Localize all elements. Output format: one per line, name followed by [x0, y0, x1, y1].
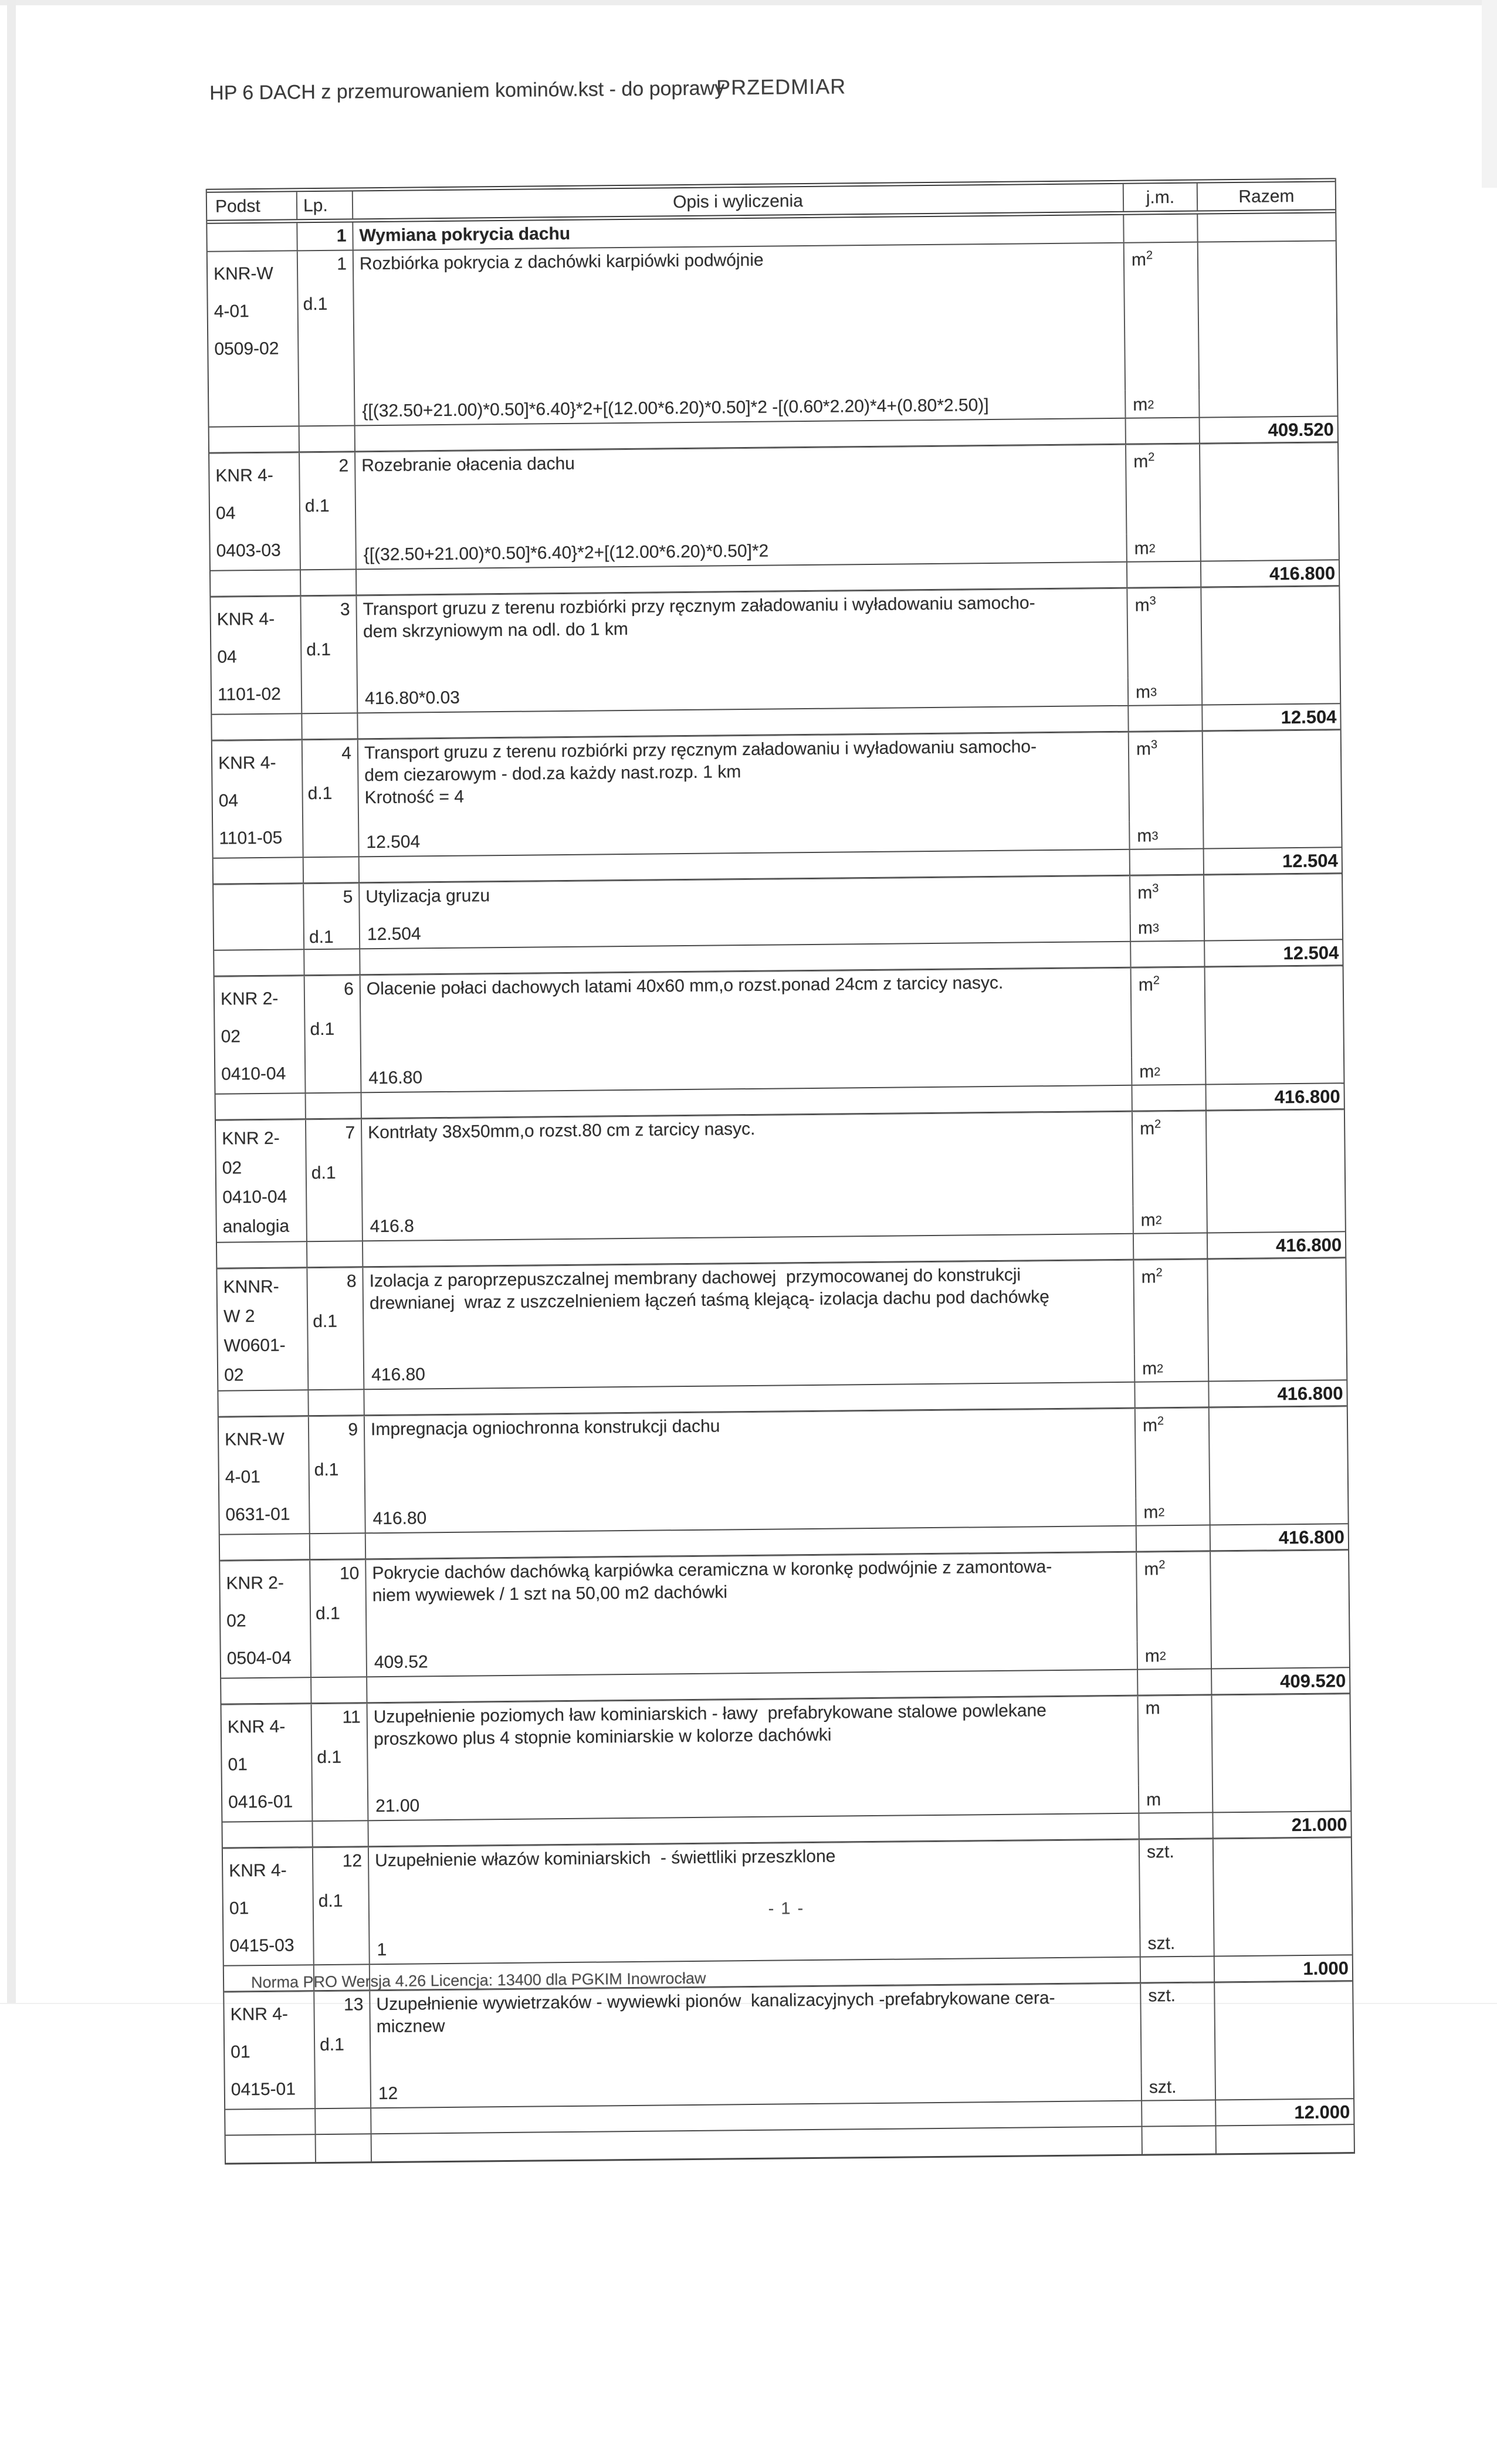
section-ref: d.1	[309, 927, 334, 947]
table-body	[208, 241, 1354, 2135]
software-footer: Norma PRO Wersja 4.26 Licencja: 13400 dla PGKIM Inowrocław	[250, 1969, 706, 1992]
total-strip-cell	[309, 1390, 364, 1415]
section-ref: d.1	[306, 639, 331, 660]
table-row	[215, 966, 1344, 1120]
calculation-cell: 409.52	[367, 1642, 1138, 1677]
unit-cell-top: $m^3$	[1129, 732, 1204, 822]
col-header-opis: Opis i wyliczenia	[353, 184, 1124, 219]
section-ref: d.1	[304, 496, 330, 516]
item-number: 11	[342, 1707, 361, 1727]
basis-code-cell: KNR-W 4-01 0509-02	[208, 251, 300, 426]
total-strip-cell	[1138, 1669, 1212, 1694]
total-strip-cell	[211, 570, 301, 595]
unit-cell-bottom: m	[1139, 1785, 1213, 1812]
section-ref: d.1	[319, 2035, 344, 2055]
tail-cell	[1217, 2125, 1354, 2153]
unit-cell-bottom: m 2	[1132, 1057, 1206, 1085]
section-ref: d.1	[314, 1460, 339, 1480]
section-jm-empty	[1124, 215, 1198, 242]
item-number: 7	[345, 1123, 355, 1143]
calculation-cell: {[(32.50+21.00)*0.50]*6.40}*2+[(12.00*6.20)*0.50]*2 -[(0.60*2.20)*4+(0.80*2.50)]	[355, 391, 1126, 425]
description-cell: Uzupełnienie poziomych ław kominiarskich - ławy prefabrykowane stalowe powlekane proszkowo plus 4 stopnie kominiarskie w kolorze dachówki	[368, 1697, 1139, 1793]
calculation-cell: 416.80*0.03	[358, 678, 1129, 713]
item-number: 5	[343, 887, 353, 907]
section-ref: d.1	[313, 1311, 338, 1332]
total-value: 416.800	[1274, 1086, 1340, 1108]
unit-cell-top: $m^2$	[1125, 243, 1200, 391]
section-ref: d.1	[318, 1891, 343, 1911]
basis-code-cell: KNR 2- 02 0504-04	[220, 1561, 311, 1677]
total-strip-cell	[311, 1677, 367, 1703]
calculation-cell: 416.80	[364, 1355, 1135, 1389]
total-strip-cell	[1141, 1957, 1215, 1982]
document-title	[209, 74, 846, 104]
description-cell: Utylizacja gruzu	[360, 876, 1131, 922]
section-ref: d.1	[307, 783, 333, 804]
description-cell: Uzupełnienie wywietrzaków - wywiewki pionów kanalizacyjnych -prefabrykowane cera- micznew	[370, 1984, 1142, 2081]
razem-empty-cell	[1201, 587, 1340, 704]
table-row	[212, 730, 1342, 884]
total-value: 12.504	[1283, 942, 1339, 964]
description-cell: Olacenie połaci dachowych latami 40x60 mm,o rozst.ponad 24cm z tarcicy nasyc.	[361, 969, 1132, 1065]
razem-empty-cell	[1198, 241, 1337, 417]
item-number-cell	[309, 1416, 366, 1533]
total-value: 21.000	[1291, 1814, 1347, 1836]
total-strip-cell	[307, 1241, 363, 1267]
razem-empty-cell	[1212, 1694, 1350, 1812]
item-number-cell	[298, 251, 355, 425]
unit-cell-top: $m^2$	[1132, 968, 1206, 1058]
total-strip-cell	[217, 1242, 307, 1267]
total-strip-cell	[1142, 2100, 1216, 2125]
unit-cell-bottom: m 2	[1126, 390, 1200, 418]
section-number: 1	[297, 222, 353, 250]
description-cell: Kontrłaty 38x50mm,o rozst.80 cm z tarcicy nasyc.	[362, 1112, 1133, 1214]
total-strip-cell	[1131, 942, 1205, 967]
total-strip-cell	[221, 1678, 311, 1703]
table-row	[220, 1550, 1349, 1704]
page-number: - 1 -	[768, 1899, 805, 1918]
razem-empty-cell	[1211, 1551, 1349, 1668]
item-number-cell	[303, 740, 360, 857]
item-number-cell	[301, 596, 358, 713]
calculation-cell: 12.504	[360, 914, 1131, 949]
item-number-cell	[312, 1704, 369, 1820]
razem-empty-cell	[1207, 1110, 1345, 1232]
section-ref: d.1	[311, 1163, 336, 1183]
total-strip-cell	[304, 949, 360, 974]
unit-cell-bottom: m 3	[1130, 821, 1204, 849]
unit-cell-bottom: m 3	[1129, 678, 1203, 705]
item-number: 1	[337, 254, 347, 274]
item-number: 8	[346, 1271, 357, 1291]
table-row	[224, 1981, 1353, 2135]
section-title: Wymiana pokrycia dachu	[353, 215, 1124, 250]
total-value: 409.520	[1268, 419, 1334, 441]
unit-cell-top: $m^2$	[1136, 1408, 1210, 1498]
basis-code-cell: KNR 2- 02 0410-04	[215, 976, 306, 1093]
calculation-cell: 416.80	[365, 1498, 1136, 1533]
calculation-cell: 12.504	[359, 822, 1130, 857]
unit-cell-bottom: szt.	[1140, 1928, 1214, 1956]
description-cell: Rozbiórka pokrycia z dachówki karpiówki podwójnie	[354, 243, 1126, 398]
table-row	[219, 1406, 1348, 1561]
item-number: 10	[339, 1563, 360, 1583]
total-strip-cell	[216, 1094, 306, 1119]
total-strip-cell	[1126, 418, 1200, 444]
total-strip-cell	[225, 2109, 316, 2134]
col-header-podst: Podst	[207, 192, 297, 219]
table-row	[217, 1258, 1346, 1417]
section-ref: d.1	[317, 1747, 342, 1768]
item-number: 6	[343, 979, 354, 999]
quantity-survey-table	[206, 178, 1355, 2164]
description-cell: Izolacja z paroprzepuszczalnej membrany dachowej przymocowanej do konstrukcji drewnianej wraz z uszczelnieniem łączeń taśmą klejącą- izolacja dachu pod dachówkę	[363, 1261, 1134, 1362]
unit-cell-bottom: szt.	[1142, 2072, 1216, 2100]
total-strip-cell	[304, 857, 360, 882]
total-strip-cell	[1130, 849, 1204, 875]
total-strip-cell	[302, 713, 358, 739]
description-cell: Impregnacja ogniochronna konstrukcji dachu	[365, 1409, 1136, 1506]
basis-code-cell: KNR 2- 02 0410-04 analogia	[216, 1120, 307, 1241]
file-title-text: HP 6 DACH z przemurowaniem kominów.kst - do poprawy	[209, 77, 725, 104]
razem-empty-cell	[1204, 874, 1342, 940]
calculation-cell: 21.00	[368, 1786, 1139, 1820]
unit-cell-top: $m^3$	[1127, 588, 1202, 678]
unit-cell-bottom: m 3	[1131, 913, 1205, 941]
table-row	[208, 241, 1337, 453]
basis-code-cell: KNR 4- 04 0403-03	[209, 453, 301, 570]
item-number: 13	[343, 1995, 364, 2015]
calculation-cell: 12	[371, 2073, 1142, 2108]
calculation-cell: 416.8	[363, 1206, 1134, 1241]
total-value: 416.800	[1277, 1383, 1343, 1404]
item-number: 2	[338, 456, 349, 476]
basis-code-cell: KNR 4- 04 1101-05	[212, 740, 304, 857]
description-cell: Transport gruzu z terenu rozbiórki przy ręcznym załadowaniu i wyładowaniu samocho- dem skrzyniowym na odl. do 1 km	[357, 589, 1128, 686]
item-number-cell	[314, 1991, 371, 2108]
razem-empty-cell	[1210, 1407, 1348, 1524]
total-strip-cell	[1137, 1525, 1211, 1551]
description-cell: Transport gruzu z terenu rozbiórki przy ręcznym załadowaniu i wyładowaniu samocho- dem ciezarowym - dod.za każdy nast.rozp. 1 km Krotność = 4	[358, 733, 1130, 830]
section-razem-empty	[1198, 213, 1335, 241]
basis-code-cell: KNR 4- 01 0416-01	[222, 1704, 313, 1821]
tail-cell	[316, 2134, 372, 2162]
total-strip-cell	[214, 858, 304, 883]
table-row	[211, 586, 1340, 740]
item-number-cell	[304, 884, 360, 949]
unit-cell-bottom: m 2	[1138, 1641, 1212, 1668]
total-strip-cell	[1139, 1813, 1213, 1838]
item-number-cell	[310, 1560, 367, 1677]
item-number: 3	[340, 600, 350, 620]
total-strip-cell	[310, 1534, 366, 1559]
basis-code-cell: KNR 4- 01 0415-03	[223, 1848, 314, 1965]
unit-cell-bottom: m 2	[1135, 1353, 1209, 1381]
item-number-cell	[300, 452, 357, 569]
item-number-cell	[307, 1268, 364, 1389]
section-ref: d.1	[315, 1603, 340, 1624]
total-strip-cell	[1129, 706, 1203, 731]
table-row	[222, 1694, 1351, 1848]
tail-cell	[1143, 2126, 1217, 2154]
table-row	[216, 1109, 1345, 1268]
document-type-label: PRZEDMIAR	[716, 74, 846, 100]
unit-cell-top: $m^2$	[1137, 1552, 1211, 1641]
col-header-razem: Razem	[1238, 187, 1295, 207]
razem-empty-cell	[1200, 443, 1339, 560]
basis-code-cell	[214, 884, 304, 949]
basis-code-cell: KNR 4- 04 1101-02	[211, 597, 302, 713]
razem-empty-cell	[1208, 1258, 1346, 1380]
razem-empty-cell	[1205, 966, 1344, 1084]
total-strip-cell	[1135, 1382, 1209, 1407]
basis-code-cell: KNR-W 4-01 0631-01	[219, 1417, 310, 1534]
total-value: 12.000	[1294, 2101, 1350, 2123]
unit-cell-top: szt.	[1140, 1839, 1214, 1929]
item-number: 12	[342, 1851, 363, 1871]
total-value: 1.000	[1303, 1958, 1349, 1979]
section-podst-empty	[207, 223, 297, 251]
calculation-cell: 1	[370, 1930, 1140, 1964]
unit-cell-top: szt.	[1141, 1983, 1215, 2073]
basis-code-cell: KNNR- W 2 W0601- 02	[217, 1268, 309, 1390]
unit-cell-top: $m^2$	[1133, 1112, 1208, 1206]
calculation-cell: 416.80	[361, 1058, 1132, 1092]
item-number: 4	[341, 743, 352, 763]
total-strip-cell	[301, 570, 357, 595]
table-row	[209, 442, 1339, 597]
section-ref: d.1	[303, 294, 328, 314]
total-value: 416.800	[1275, 1234, 1342, 1256]
item-number-cell	[305, 976, 362, 1092]
total-strip-cell	[214, 950, 304, 975]
total-strip-cell	[218, 1390, 309, 1416]
col-header-jm: j.m.	[1124, 184, 1198, 211]
col-header-lp: Lp.	[297, 191, 353, 219]
description-cell: Pokrycie dachów dachówką karpiówka ceramiczna w koronkę podwójnie z zamontowa- niem wywiewek / 1 szt na 50,00 m2 dachówki	[366, 1553, 1137, 1650]
section-ref: d.1	[310, 1019, 335, 1040]
unit-cell-bottom: m 2	[1127, 534, 1201, 561]
total-value: 12.504	[1282, 850, 1338, 872]
table-row	[214, 874, 1342, 976]
total-strip-cell	[1134, 1234, 1208, 1259]
unit-cell-top: $m^3$	[1130, 876, 1205, 914]
basis-code-cell: KNR 4- 01 0415-01	[224, 1992, 316, 2108]
total-strip-cell	[300, 426, 355, 451]
total-value: 416.800	[1278, 1527, 1345, 1548]
unit-cell-bottom: m 2	[1136, 1497, 1210, 1525]
calculation-cell: {[(32.50+21.00)*0.50]*6.40}*2+[(12.00*6.20)*0.50]*2	[357, 534, 1127, 569]
total-strip-cell	[1132, 1085, 1206, 1111]
unit-cell-top: $m^2$	[1134, 1260, 1209, 1355]
item-number-cell	[306, 1119, 363, 1241]
unit-cell-top: m	[1138, 1695, 1212, 1785]
total-strip-cell	[313, 1821, 368, 1846]
unit-cell-top: $m^2$	[1126, 445, 1201, 534]
description-cell: Uzupełnienie włazów kominiarskich - świettliki przeszklone	[369, 1840, 1140, 1937]
total-value: 416.800	[1269, 563, 1336, 584]
razem-empty-cell	[1203, 730, 1342, 848]
total-strip-cell	[212, 714, 302, 739]
item-number: 9	[348, 1420, 358, 1440]
total-strip-cell	[1127, 562, 1201, 587]
total-value: 409.520	[1280, 1670, 1346, 1692]
razem-empty-cell	[1215, 1982, 1353, 2099]
tail-cell	[226, 2135, 316, 2162]
total-strip-cell	[316, 2108, 371, 2134]
total-strip-cell	[209, 427, 300, 452]
unit-cell-bottom: m 2	[1133, 1206, 1207, 1233]
total-value: 12.504	[1281, 706, 1337, 728]
total-strip-cell	[220, 1534, 310, 1559]
description-cell: Rozebranie ołacenia dachu	[355, 445, 1127, 542]
total-strip-cell	[306, 1093, 362, 1118]
total-strip-cell	[222, 1822, 313, 1847]
